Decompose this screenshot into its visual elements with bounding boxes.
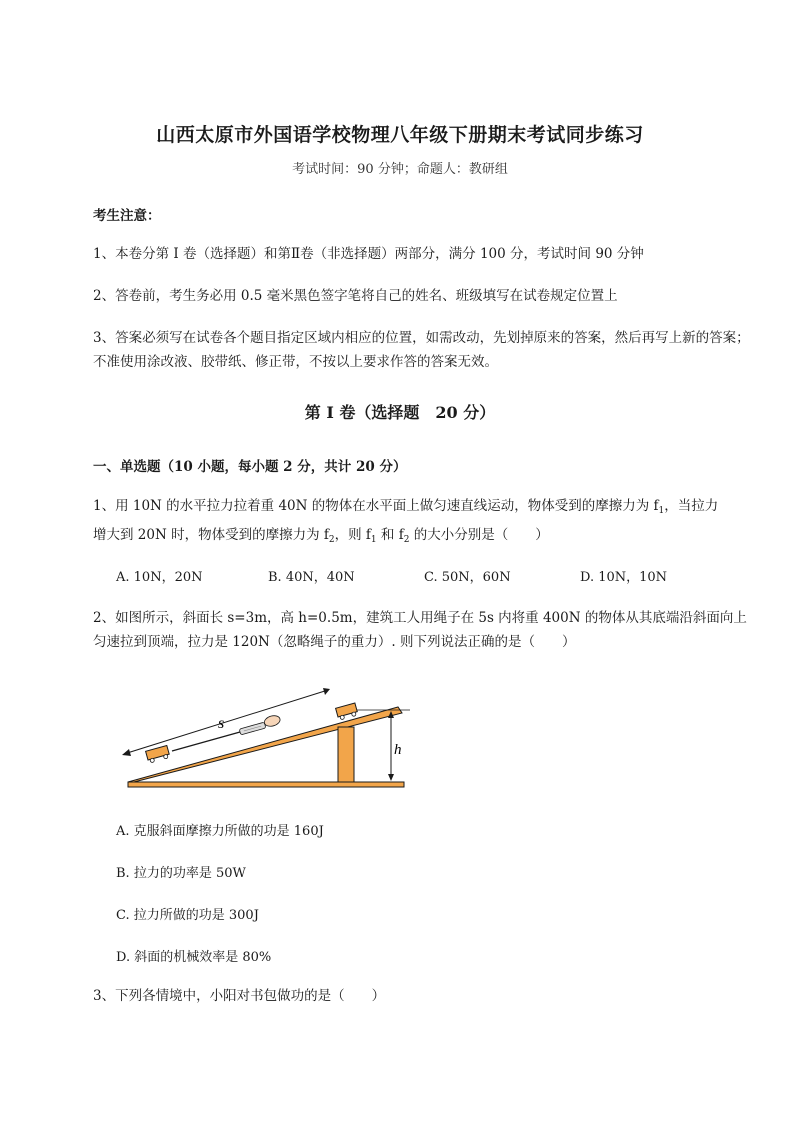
- question-1-line-1: 1、用 10N 的水平拉力拉着重 40N 的物体在水平面上做匀速直线运动，物体受到的摩擦力为 $f_1$，当拉力: [93, 498, 719, 516]
- rope: [172, 732, 240, 751]
- question-1-option-d[interactable]: D. 10N，10N: [580, 570, 668, 585]
- notice-item-1: 1、本卷分第 I 卷（选择题）和第Ⅱ卷（非选择题）两部分，满分 100 分，考试时间 90 分钟: [93, 246, 644, 262]
- question-1-option-b[interactable]: B. 40N，40N: [268, 570, 355, 585]
- part-heading: 一、单选题（10 小题，每小题 2 分，共计 20 分）: [93, 459, 407, 475]
- question-2-option-d[interactable]: D. 斜面的机械效率是 80%: [116, 950, 272, 965]
- cart-bottom: [146, 745, 171, 763]
- notice-item-2: 2、答卷前，考生务必用 0.5 毫米黑色签字笔将自己的姓名、班级填写在试卷规定位置上: [93, 288, 618, 304]
- length-arrow-end: [323, 688, 330, 695]
- question-1-line-2: 增大到 20N 时，物体受到的摩擦力为 $f_2$，则 $f_1$ 和 $f_2$ 的大小分别是（ ）: [93, 527, 549, 545]
- length-label: s: [218, 715, 225, 732]
- exam-title: 山西太原市外国语学校物理八年级下册期末考试同步练习: [156, 124, 644, 146]
- notice-heading: 考生注意：: [93, 208, 161, 224]
- question-2-stem: 2、如图所示，斜面长 s=3m，高 h=0.5m，建筑工人用绳子在 5s 内将重 400N 的物体从其底端沿斜面向上匀速拉到顶端，拉力是 120N（忽略绳子的重力）. 则下列说法正确的是（ ）: [93, 610, 747, 650]
- height-label: h: [394, 742, 402, 758]
- incline-plank: [128, 707, 402, 782]
- question-2-option-c[interactable]: C. 拉力所做的功是 300J: [116, 908, 259, 923]
- length-arrow: [124, 690, 328, 754]
- ground-bar: [128, 782, 404, 787]
- incline-figure: [120, 680, 420, 795]
- support-post: [338, 727, 354, 782]
- cart-top: [336, 703, 359, 720]
- question-1-option-c[interactable]: C. 50N，60N: [424, 570, 511, 585]
- height-arrow-down: [388, 774, 394, 781]
- question-3-stem: 3、下列各情境中，小阳对书包做功的是（ ）: [93, 988, 386, 1004]
- section-title: 第 I 卷（选择题 20 分）: [304, 403, 496, 422]
- question-1-option-a[interactable]: A. 10N，20N: [116, 570, 203, 585]
- question-2-option-b[interactable]: B. 拉力的功率是 50W: [116, 866, 246, 881]
- question-2-option-a[interactable]: A. 克服斜面摩擦力所做的功是 160J: [116, 824, 324, 839]
- question-1-stem: [93, 494, 753, 552]
- length-arrow-start: [122, 749, 131, 756]
- notice-item-3: 3、答案必须写在试卷各个题目指定区域内相应的位置，如需改动，先划掉原来的答案，然后再写上新的答案；不准使用涂改液、胶带纸、修正带，不按以上要求作答的答案无效。: [93, 330, 750, 370]
- exam-subtitle: 考试时间：90 分钟；命题人：教研组: [292, 162, 508, 177]
- spring-scale: [238, 714, 281, 735]
